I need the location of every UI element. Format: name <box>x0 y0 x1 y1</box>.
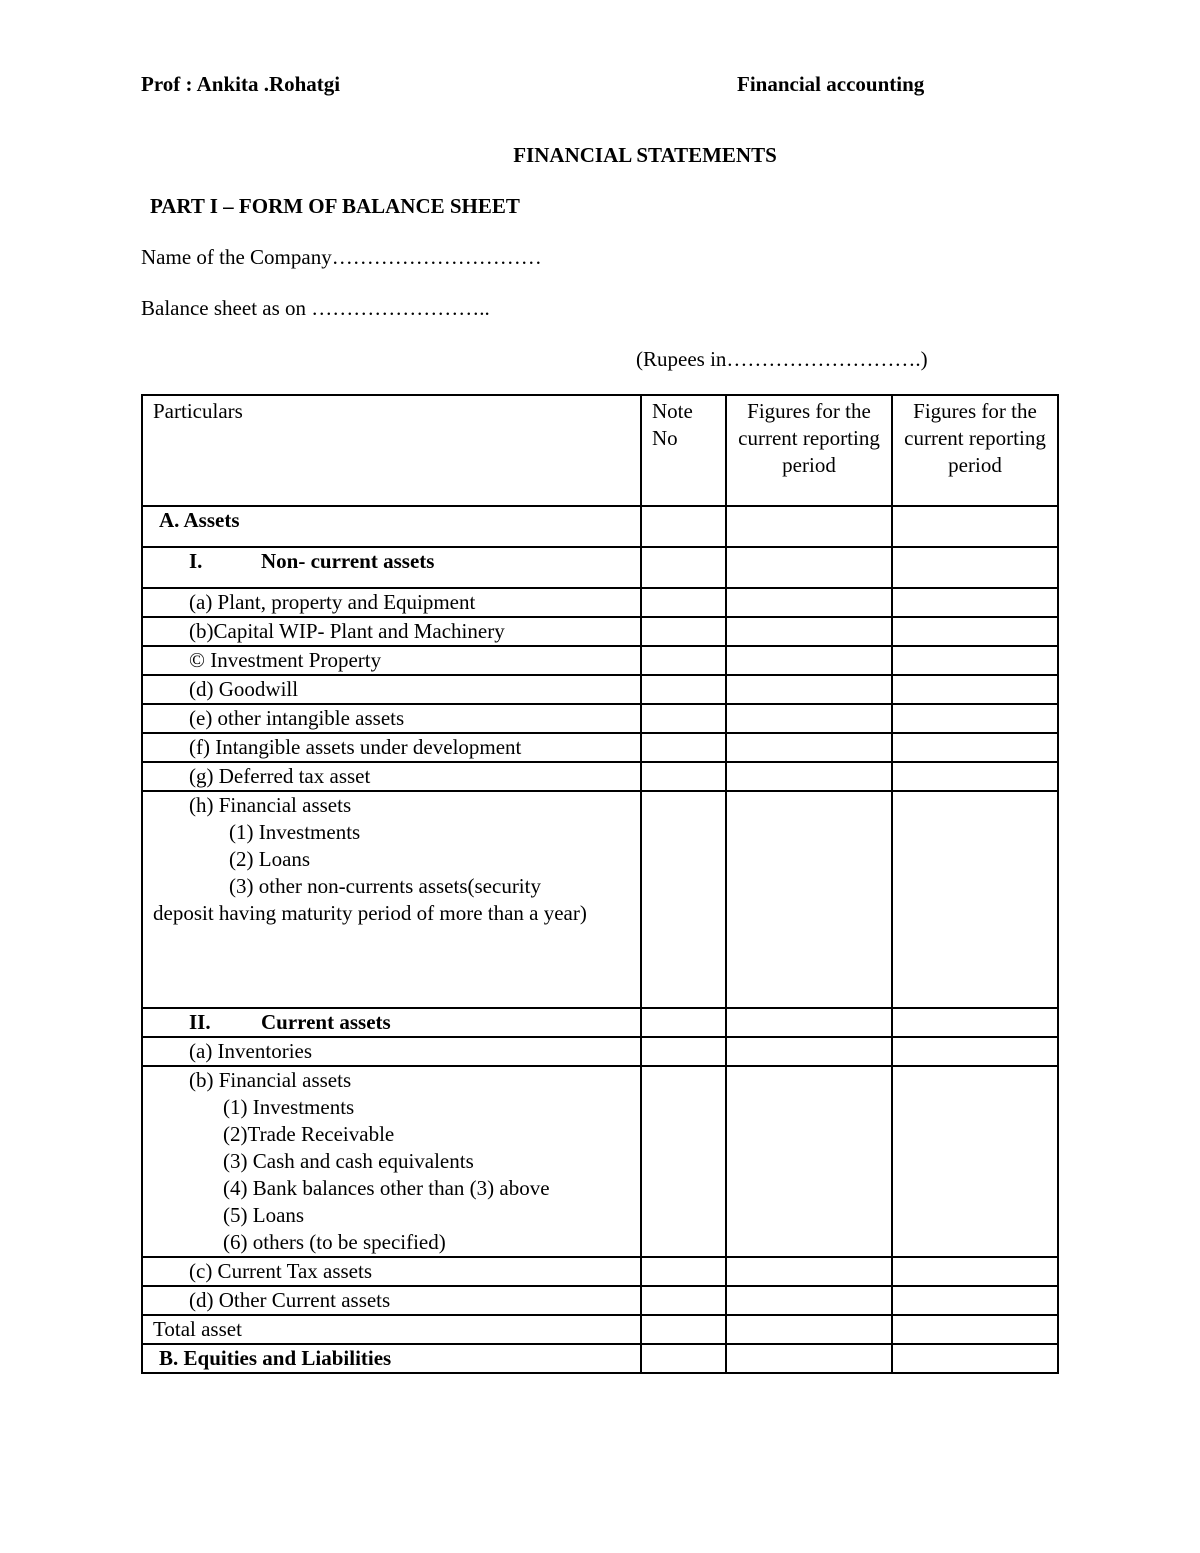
assets-heading: A. Assets <box>142 506 641 547</box>
sub-item: (2) Loans <box>229 847 311 871</box>
line-item: (a) Plant, property and Equipment <box>142 588 641 617</box>
table-row <box>142 1315 1058 1344</box>
sub-item: (3) Cash and cash equivalents <box>223 1149 474 1173</box>
header-previous-period: Figures for the current reporting period <box>892 395 1058 506</box>
line-item: (c) Current Tax assets <box>142 1257 641 1286</box>
table-row <box>142 1066 1058 1257</box>
table-header-row <box>142 395 1058 506</box>
current-financial-assets-cell <box>142 1066 641 1257</box>
table-row <box>142 547 1058 588</box>
table-row <box>142 762 1058 791</box>
balance-sheet-table <box>141 394 1059 1374</box>
table-row <box>142 617 1058 646</box>
table-row <box>142 675 1058 704</box>
sub-item: (3) other non-currents assets(security <box>229 874 541 898</box>
page-title: FINANCIAL STATEMENTS <box>513 143 777 167</box>
part-heading: PART I – FORM OF BALANCE SHEET <box>150 194 520 218</box>
table-row <box>142 791 1058 1008</box>
current-heading <box>142 1008 641 1037</box>
equities-liabilities-heading: B. Equities and Liabilities <box>142 1344 641 1373</box>
table-row <box>142 1286 1058 1315</box>
sub-item: (1) Investments <box>229 820 361 844</box>
rupees-unit-line: (Rupees in……………………….) <box>636 347 928 371</box>
line-item: (a) Inventories <box>142 1037 641 1066</box>
table-row <box>142 646 1058 675</box>
balance-date-line: Balance sheet as on …………………….. <box>141 296 490 320</box>
financial-assets-label: (b) Financial assets <box>189 1068 352 1092</box>
header-author: Prof : Ankita .Rohatgi <box>141 72 341 96</box>
sub-item: (5) Loans <box>223 1203 305 1227</box>
line-item: (f) Intangible assets under development <box>142 733 641 762</box>
table-row <box>142 704 1058 733</box>
line-item: (g) Deferred tax asset <box>142 762 641 791</box>
table-row <box>142 1008 1058 1037</box>
table-row <box>142 588 1058 617</box>
header-subject: Financial accounting <box>737 72 925 96</box>
sub-item-continuation: deposit having maturity period of more than a year) <box>153 901 587 925</box>
line-item: (e) other intangible assets <box>142 704 641 733</box>
line-item: (d) Other Current assets <box>142 1286 641 1315</box>
line-item: (b)Capital WIP- Plant and Machinery <box>142 617 641 646</box>
header-current-period: Figures for the current reporting period <box>726 395 892 506</box>
section-label: Non- current assets <box>261 549 435 573</box>
sub-item: (4) Bank balances other than (3) above <box>223 1176 550 1200</box>
sub-item: (6) others (to be specified) <box>223 1230 446 1254</box>
sub-item: (2)Trade Receivable <box>223 1122 395 1146</box>
header-note-no: Note No <box>641 395 726 506</box>
table-row <box>142 1344 1058 1373</box>
sub-item: (1) Investments <box>223 1095 355 1119</box>
table-row <box>142 733 1058 762</box>
section-number: I. <box>189 549 203 573</box>
financial-assets-label: (h) Financial assets <box>189 793 352 817</box>
section-label: Current assets <box>261 1010 391 1034</box>
company-name-line: Name of the Company………………………… <box>141 245 542 269</box>
line-item: © Investment Property <box>142 646 641 675</box>
header-particulars: Particulars <box>142 395 641 506</box>
noncurrent-financial-assets-cell <box>142 791 641 1008</box>
table-row <box>142 1257 1058 1286</box>
noncurrent-heading <box>142 547 641 588</box>
table-row <box>142 506 1058 547</box>
section-number: II. <box>189 1010 211 1034</box>
line-item: (d) Goodwill <box>142 675 641 704</box>
total-asset: Total asset <box>142 1315 641 1344</box>
table-row <box>142 1037 1058 1066</box>
